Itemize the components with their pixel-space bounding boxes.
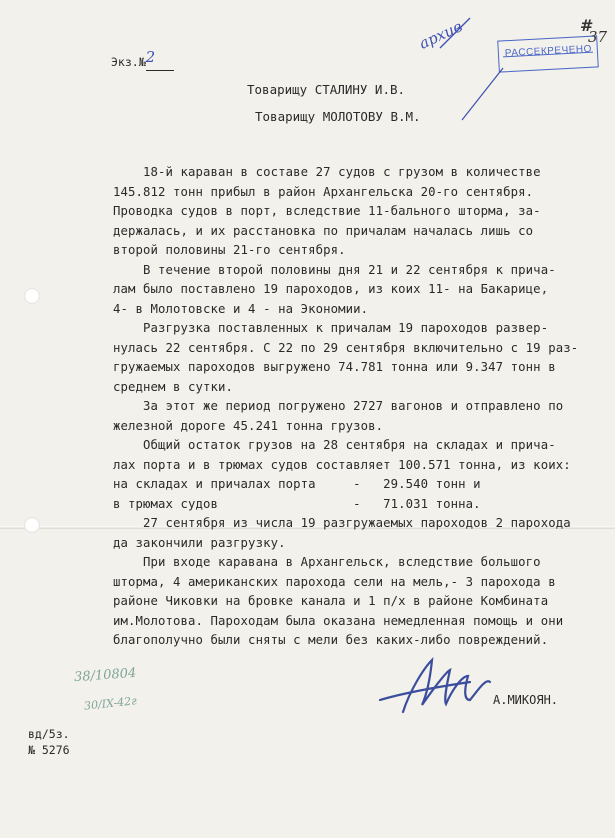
body-line: да закончили разгрузку. xyxy=(113,535,286,550)
copy-label: Экз.№ xyxy=(111,55,146,69)
body-line: 18-й караван в составе 27 судов с грузом в количестве xyxy=(113,165,541,179)
body-line: в трюмах судов - 71.031 тонна. xyxy=(113,496,481,511)
body-line: второй половины 21-го сентября. xyxy=(113,243,346,257)
body-line: на складах и причалах порта - 29.540 тонн и xyxy=(113,477,481,491)
note-stroke xyxy=(440,18,470,48)
body-line: районе Чиковки на бровке канала и 1 п/х в районе Комбината xyxy=(113,594,549,608)
body-line: шторма, 4 американских парохода сели на мель,- 3 парохода в xyxy=(113,574,556,589)
body-line: благополучно были сняты с мели без каких-либо повреждений. xyxy=(113,633,549,647)
body-line: лам было поставлено 19 пароходов, из коих 11- на Бакарице, xyxy=(113,282,549,296)
corner-page-number: 37 xyxy=(588,28,608,46)
body-line: 4- в Молотовске и 4 - на Экономии. xyxy=(113,301,369,316)
body-line: При входе каравана в Архангельск, вследствие большого xyxy=(113,555,541,569)
body-line: среднем в сутки. xyxy=(113,379,234,394)
body-line: Разгрузка поставленных к причалам 19 пароходов развер- xyxy=(113,321,549,335)
signature-mark xyxy=(380,660,490,712)
body-line: держалась, и их расстановка по причалам началась лишь со xyxy=(113,223,534,238)
body-line: нулась 22 сентября. С 22 по 29 сентября включительно с 19 раз- xyxy=(113,340,579,355)
stamp-text: РАССЕКРЕЧЕНО xyxy=(504,43,593,60)
addressee-molotov: Товарищу МОЛОТОВУ В.М. xyxy=(255,109,421,124)
body-line: железной дороге 45.241 тонна грузов. xyxy=(113,418,384,433)
body-line: им.Молотова. Пароходам была оказана немедленная помощь и они xyxy=(113,613,564,628)
handwritten-reg-date: 30/IX-42г xyxy=(83,694,138,713)
body-line: лах порта и в трюмах судов составляет 100.571 тонна, из коих: xyxy=(113,457,571,472)
handwritten-reg-number: 38/10804 xyxy=(73,665,137,686)
footer-line-2: № 5276 xyxy=(28,743,70,757)
handwritten-note: архив xyxy=(416,17,466,53)
body-line: 27 сентября из числа 19 разгружаемых пароходов 2 пароходa xyxy=(113,516,571,530)
body-line: Общий остаток грузов на 28 сентября на складах и прича- xyxy=(113,438,556,452)
body-line: 145.812 тонн прибыл в район Архангельска 20-го сентября. xyxy=(113,184,534,199)
body-line: В течение второй половины дня 21 и 22 сентября к прича- xyxy=(113,262,556,277)
body-line: За этот же период погружено 2727 вагонов и отправлено по xyxy=(113,399,564,413)
copy-number: 2 xyxy=(145,48,156,66)
signature-name: А.МИКОЯН. xyxy=(493,693,559,707)
body-line: Проводка судов в порт, вследствие 11-бального шторма, за- xyxy=(113,204,541,218)
corner-mark: # xyxy=(580,16,594,35)
body-line: гружаемых пароходов выгружено 74.781 тонна или 9.347 тонн в xyxy=(113,360,556,374)
addressee-stalin: Товарищу СТАЛИНУ И.В. xyxy=(247,82,406,97)
arrow-stroke xyxy=(462,68,503,120)
footer-line-1: вд/5з. xyxy=(28,727,70,741)
